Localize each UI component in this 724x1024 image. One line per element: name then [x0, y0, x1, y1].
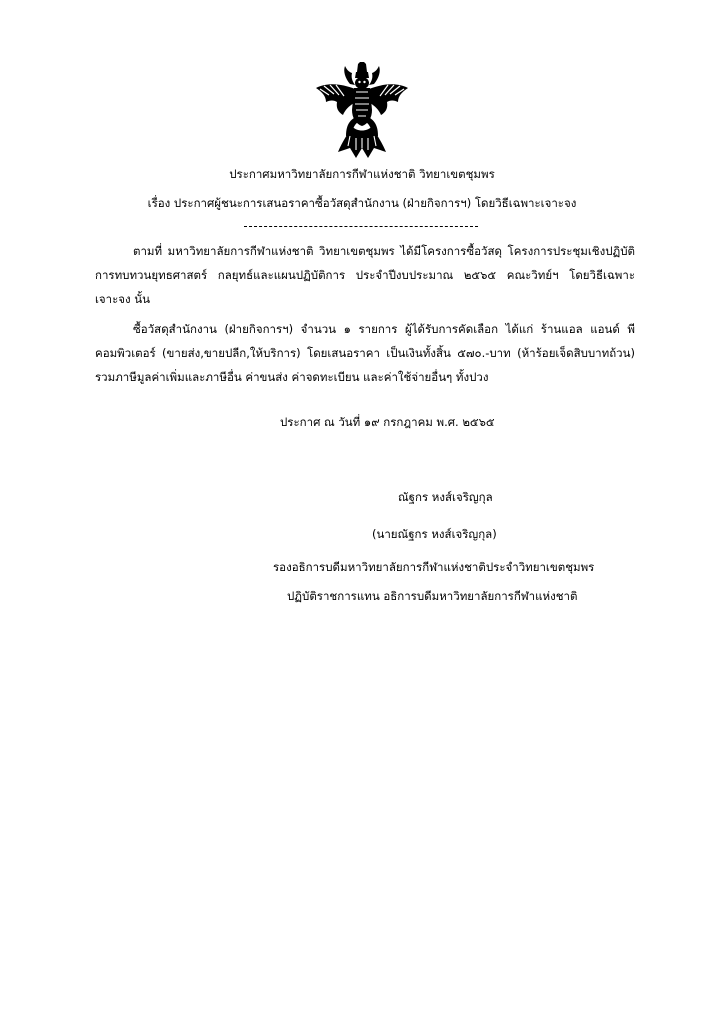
signer-acting-position: ปฏิบัติราชการแทน อธิการบดีมหาวิทยาลัยการกีฬาแห่งชาติ [287, 589, 578, 603]
signer-full-name: (นายณัฐกร หงส์เจริญกุล) [372, 527, 497, 541]
divider-line [244, 226, 478, 227]
announcement-subject: เรื่อง ประกาศผู้ชนะการเสนอราคาซื้อวัสดุสำนักงาน (ฝ่ายกิจการฯ) โดยวิธีเฉพาะเจาะจง [147, 196, 577, 210]
body-paragraph-2 [95, 317, 635, 389]
garuda-emblem-icon [312, 62, 412, 162]
announcement-date: ประกาศ ณ วันที่ ๑๙ กรกฎาคม พ.ศ. ๒๕๖๕ [280, 415, 495, 429]
body-paragraph-1 [95, 239, 635, 311]
announcement-title: ประกาศมหาวิทยาลัยการกีฬาแห่งชาติ วิทยาเขตชุมพร [229, 167, 495, 181]
signer-position: รองอธิการบดีมหาวิทยาลัยการกีฬาแห่งชาติประจำวิทยาเขตชุมพร [273, 560, 595, 574]
signature-name: ณัฐกร หงส์เจริญกุล [398, 490, 493, 504]
paragraph-2-text: ซื้อวัสดุสำนักงาน (ฝ่ายกิจการฯ) จำนวน ๑ รายการ ผู้ได้รับการคัดเลือก ได้แก่ ร้านแอล แอนด์ พี คอมพิวเตอร์ (ขายส่ง,ขายปลีก,ให้บริการ) โดยเสนอราคา เป็นเงินทั้งสิ้น ๕๗๐.-บาท (ห้าร้อยเจ็ดสิบบาทถ้วน) รวมภาษีมูลค่าเพิ่มและภาษีอื่น ค่าขนส่ง ค่าจดทะเบียน และค่าใช้จ่ายอื่นๆ ทั้งปวง [95, 322, 635, 384]
paragraph-1-text: ตามที่ มหาวิทยาลัยการกีฬาแห่งชาติ วิทยาเขตชุมพร ได้มีโครงการซื้อวัสดุ โครงการประชุมเชิงปฏิบัติการทบทวนยุทธศาสตร์ กลยุทธ์และแผนปฏิบัติการ ประจำปีงบประมาณ ๒๕๖๕ คณะวิทย์ฯ โดยวิธีเฉพาะเจาะจง นั้น [95, 244, 635, 306]
